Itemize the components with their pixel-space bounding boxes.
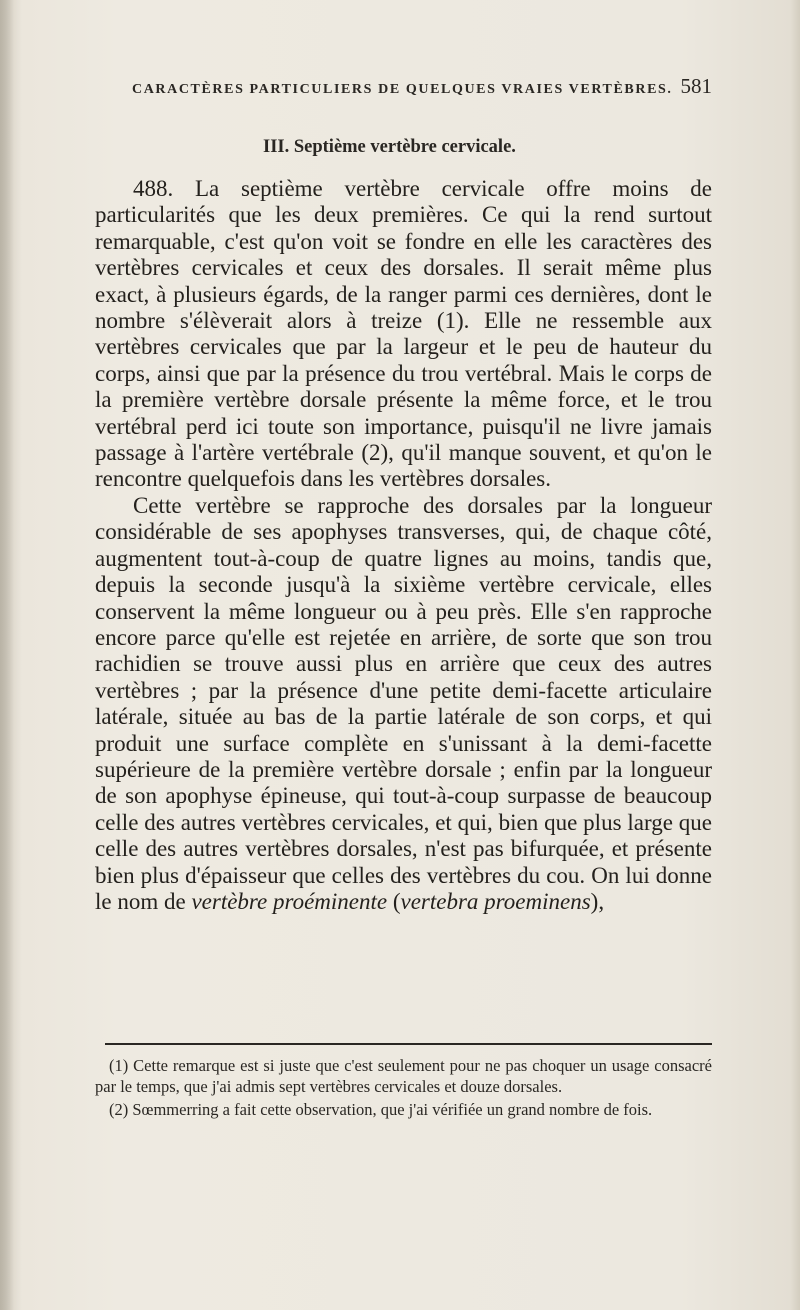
footnote-2: (2) Sœmmerring a fait cette observation, que j'ai vérifiée un grand nombre de fois. — [109, 1100, 653, 1119]
body-text — [95, 176, 712, 915]
footnote-rule — [105, 1043, 712, 1045]
paragraph-488 — [95, 176, 712, 493]
paragraph-text-end: ), — [590, 888, 605, 914]
paragraph-text: La septième vertèbre cervicale offre moins de particularités que les deux premières. Ce qui la rend surtout remarquable, c'est qu'on voit se fondre en elle les caractères des vertèbres cervicales et ceux des dorsales. Il serait même plus exact, à plusieurs égards, de la ranger parmi ces dernières, dont le nombre s'élèverait alors à treize (1). Elle ne ressemble aux vertèbres cervicales que par la largeur et le peu de hauteur du corps, ainsi que par la présence du trou vertébral. Mais le corps de la première vertèbre dorsale présente la même force, et le trou vertébral perd ici toute son importance, puisqu'il ne livre jamais passage à l'artère vertébrale (2), qu'il manque souvent, et qu'on le rencontre quelquefois dans les vertèbres dorsales. — [95, 176, 713, 492]
running-title: CARACTÈRES PARTICULIERS DE QUELQUES VRAIES VERTÈBRES. — [132, 82, 673, 97]
page-number: 581 — [680, 74, 712, 98]
paragraph-text: Cette vertèbre se rapproche des dorsales par la longueur considérable de ses apophyses transverses, qui, de chaque côté, augmentent tout-à-coup de quatre lignes au moins, tandis que, depuis la seconde jusqu'à la sixième vertèbre cervicale, elles conservent la même longueur ou à peu près. Elle s'en rapproche encore parce qu'elle est rejetée en arrière, de sorte que son trou rachidien se trouve aussi plus en arrière que ceux des autres vertèbres ; par la présence d'une petite demi-facette articulaire latérale, située au bas de la partie latérale de son corps, et qui produit une surface complète en s'unissant à la demi-facette supérieure de la première vertèbre dorsale ; enfin par la longueur de son apophyse épineuse, qui tout-à-coup surpasse de beaucoup celle des autres vertèbres cervicales, et qui, bien que plus large que celle des autres vertèbres dorsales, n'est pas bifurquée, et présente bien plus d'épaisseur que celles des vertèbres du cou. On lui donne le nom de — [95, 492, 712, 914]
running-head — [132, 74, 712, 99]
footnote-1: (1) Cette remarque est si juste que c'est seulement pour ne pas choquer un usage consacré par le temps, que j'ai admis sept vertèbres cervicales et douze dorsales. — [95, 1056, 712, 1096]
section-title: III. Septième vertèbre cervicale. — [263, 137, 516, 157]
paragraph-second: Cette vertèbre se rapproche des dorsales par la longueur considérable de ses apophyses transverses, qui, de chaque côté, augmentent tout-à-coup de quatre lignes au moins, tandis que, depuis la seconde jusqu'à la sixième vertèbre cervicale, elles conservent la même longueur ou à peu près. Elle s'en rapproche encore parce qu'elle est rejetée en arrière, de sorte que son trou rachidien se trouve aussi plus en arrière que ceux des autres vertèbres ; par la présence d'une petite demi-facette articulaire latérale, située au bas de la partie latérale de son corps, et qui produit une surface complète en s'unissant à la demi-facette supérieure de la première vertèbre dorsale ; enfin par la longueur de son apophyse épineuse, qui tout-à-coup surpasse de beaucoup celle des autres vertèbres cervicales, et qui, bien que plus large que celle des autres vertèbres dorsales, n'est pas bifurquée, et présente bien plus d'épaisseur que celles des vertèbres du cou. On lui donne le nom de vertèbre proéminente (vertebra proeminens), — [95, 492, 712, 914]
term-french: vertèbre proéminente — [191, 888, 388, 914]
footnotes — [95, 1056, 712, 1124]
paragraph-number: 488. — [133, 176, 174, 201]
term-latin: vertebra proeminens — [400, 888, 591, 914]
